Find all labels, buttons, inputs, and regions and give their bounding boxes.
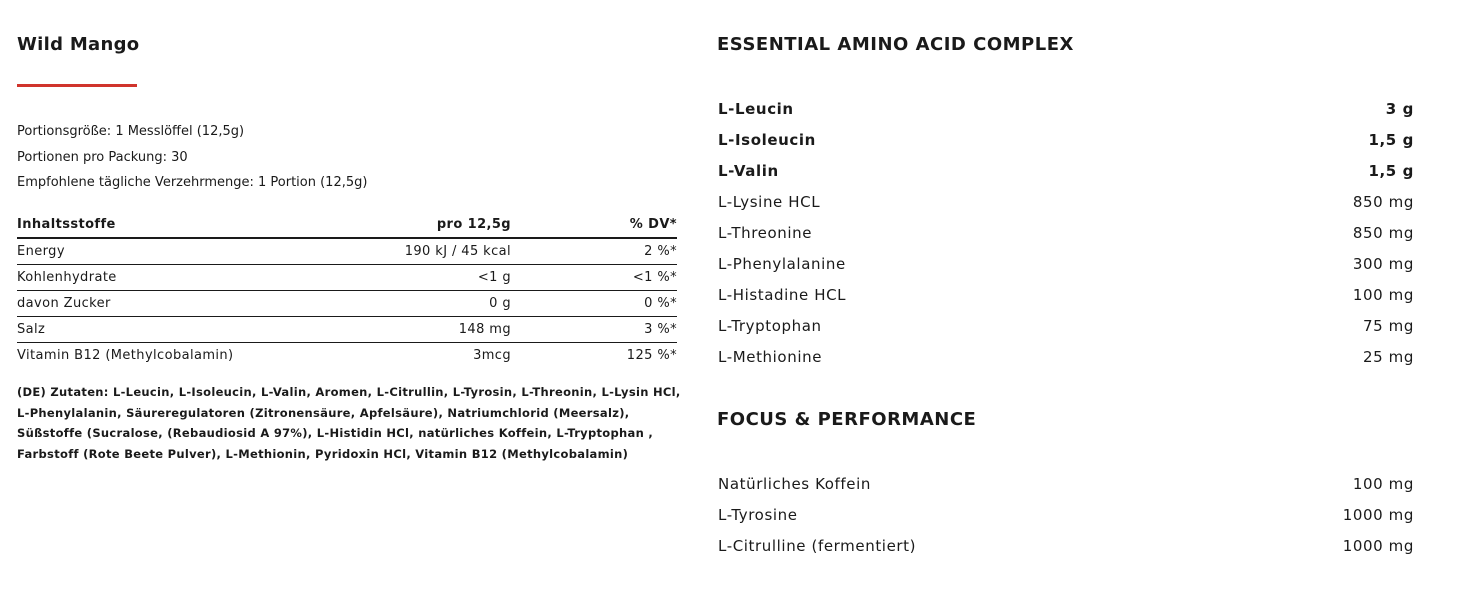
serving-info [17,119,367,196]
nutrient-name: Energy [17,238,272,265]
nutrient-name: Kohlenhydrate [17,265,272,291]
list-item [718,280,1414,311]
item-amount: 850 mg [1352,224,1414,242]
list-item [718,156,1414,187]
nutrient-name: Salz [17,317,272,343]
amino-acid-list [718,94,1414,373]
item-amount: 1000 mg [1342,537,1414,555]
item-name: L-Isoleucin [718,131,816,149]
nutrition-table [17,212,677,368]
nutrient-dv: <1 %* [511,265,677,291]
table-row [17,291,677,317]
serving-size: Portionsgröße: 1 Messlöffel (12,5g) [17,124,245,139]
list-item [718,187,1414,218]
nutrition-header-row [17,212,677,238]
nutrient-amount: <1 g [272,265,511,291]
title-accent-line [17,84,137,87]
header-daily-value: % DV* [511,212,677,238]
item-name: L-Citrulline (fermentiert) [718,537,917,555]
amino-complex-title: ESSENTIAL AMINO ACID COMPLEX [717,34,1074,55]
nutrient-dv: 2 %* [511,238,677,265]
item-name: L-Lysine HCL [718,193,821,211]
nutrient-amount: 3mcg [473,348,511,363]
nutrient-dv: 3 %* [511,317,677,343]
list-item [718,249,1414,280]
item-name: L-Tyrosine [718,506,798,524]
servings-per-package: Portionen pro Packung: 30 [17,149,188,165]
item-name: L-Phenylalanine [718,255,846,273]
nutrient-name: davon Zucker [17,291,272,317]
nutrient-dv: 125 %* [626,348,677,363]
list-item [718,342,1414,373]
item-amount: 3 g [1385,100,1414,118]
item-amount: 1,5 g [1368,131,1414,149]
product-title: Wild Mango [17,34,140,55]
item-name: L-Valin [718,162,779,180]
item-name: Natürliches Koffein [718,475,871,493]
item-amount: 1,5 g [1368,162,1414,180]
item-name: L-Methionine [718,348,823,366]
table-row [17,238,677,265]
focus-list [718,469,1414,562]
item-name: L-Tryptophan [718,317,822,335]
header-ingredients: Inhaltsstoffe [17,212,272,238]
nutrient-name: Vitamin B12 (Methylcobalamin) [17,348,234,363]
list-item [718,531,1414,562]
item-amount: 75 mg [1363,317,1414,335]
list-item [718,469,1414,500]
table-row [17,317,677,343]
item-amount: 100 mg [1352,475,1414,493]
list-item [718,94,1414,125]
list-item [718,500,1414,531]
list-item [718,218,1414,249]
item-name: L-Histadine HCL [718,286,847,304]
nutrient-amount: 190 kJ / 45 kcal [272,238,511,265]
table-row [17,343,677,369]
nutrient-amount: 148 mg [272,317,511,343]
ingredients-text: (DE) Zutaten: L-Leucin, L-Isoleucin, L-Valin, Aromen, L-Citrullin, L-Tyrosin, L-Threonin, L-Lysin HCl, L-Phenylalanin, Säureregulatoren (Zitronensäure, Apfelsäure), Natriumchlorid (Meersalz), Süßstoffe (Sucralose, (Rebaudiosid A 97%), L-Histidin HCl, natürliches Koffein, L-Tryptophan , Farbstoff (Rote Beete Pulver), L-Methionin, Pyridoxin HCl, Vitamin B12 (Methylcobalamin) [17,385,681,461]
list-item [718,311,1414,342]
item-amount: 1000 mg [1342,506,1414,524]
item-amount: 300 mg [1352,255,1414,273]
item-name: L-Threonine [718,224,813,242]
item-amount: 100 mg [1352,286,1414,304]
table-row [17,265,677,291]
nutrient-amount: 0 g [272,291,511,317]
header-per-serving: pro 12,5g [272,212,511,238]
focus-performance-title: FOCUS & PERFORMANCE [717,409,977,430]
item-name: L-Leucin [718,100,794,118]
list-item [718,125,1414,156]
item-amount: 850 mg [1352,193,1414,211]
item-amount: 25 mg [1363,348,1414,366]
nutrient-dv: 0 %* [511,291,677,317]
recommended-daily-intake: Empfohlene tägliche Verzehrmenge: 1 Portion (12,5g) [17,175,368,190]
